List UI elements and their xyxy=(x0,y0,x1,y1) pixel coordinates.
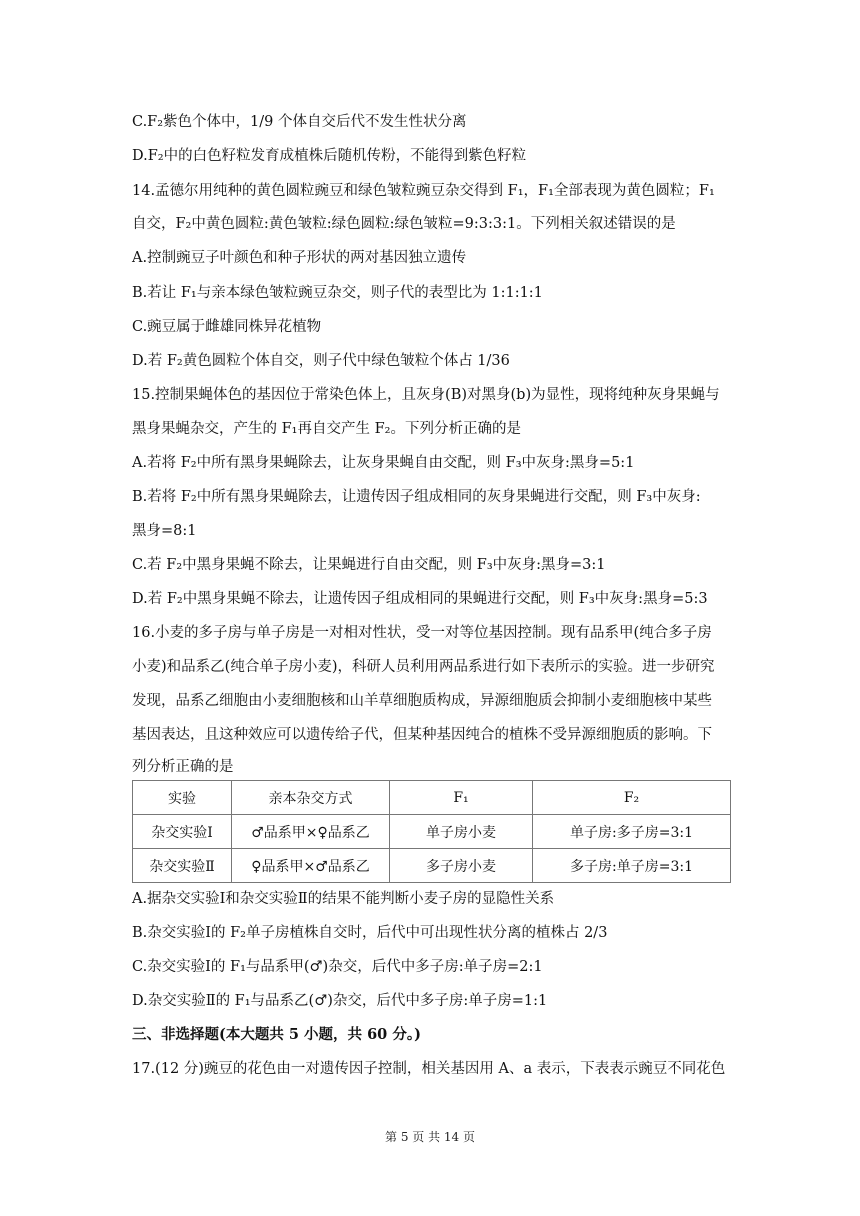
page-footer: 第 5 页 共 14 页 xyxy=(385,1130,475,1144)
table-cell: 杂交实验Ⅰ xyxy=(133,815,232,849)
q16-stem-line-4: 基因表达，且这种效应可以遗传给子代，但某种基因纯合的植株不受异源细胞质的影响。下 xyxy=(132,727,712,743)
table-cell: 单子房:多子房=3:1 xyxy=(533,815,731,849)
table-header-cell: 实验 xyxy=(133,781,232,815)
table-header-cell: F₁ xyxy=(390,781,533,815)
table-cell: ♂品系甲×♀品系乙 xyxy=(232,815,390,849)
q16-option-a: A.据杂交实验Ⅰ和杂交实验Ⅱ的结果不能判断小麦子房的显隐性关系 xyxy=(132,891,555,907)
q15-stem-line-1: 15.控制果蝇体色的基因位于常染色体上，且灰身(B)对黑身(b)为显性，现将纯种灰身果蝇与 xyxy=(132,387,720,403)
q14-option-d: D.若 F₂黄色圆粒个体自交，则子代中绿色皱粒个体占 1/36 xyxy=(132,353,510,369)
table-cell: ♀品系甲×♂品系乙 xyxy=(232,849,390,883)
q16-stem-line-2: 小麦)和品系乙(纯合单子房小麦)，科研人员利用两品系进行如下表所示的实验。进一步研究 xyxy=(132,659,715,675)
q16-stem-line-1: 16.小麦的多子房与单子房是一对相对性状，受一对等位基因控制。现有品系甲(纯合多子房 xyxy=(132,625,712,641)
experiment-table xyxy=(132,780,731,883)
q13-option-c: C.F₂紫色个体中，1/9 个体自交后代不发生性状分离 xyxy=(132,114,467,130)
q17-stem-line-1: 17.(12 分)豌豆的花色由一对遗传因子控制，相关基因用 A、a 表示，下表表示豌豆不同花色 xyxy=(132,1061,726,1077)
table-cell: 多子房:单子房=3:1 xyxy=(533,849,731,883)
q15-stem-line-2: 黑身果蝇杂交，产生的 F₁再自交产生 F₂。下列分析正确的是 xyxy=(132,421,521,437)
q16-option-d: D.杂交实验Ⅱ的 F₁与品系乙(♂)杂交，后代中多子房:单子房=1:1 xyxy=(132,993,548,1009)
table-header-row xyxy=(133,781,731,815)
table-row xyxy=(133,849,731,883)
section-heading: 三、非选择题(本大题共 5 小题，共 60 分。) xyxy=(132,1026,421,1043)
q15-option-c: C.若 F₂中黑身果蝇不除去，让果蝇进行自由交配，则 F₃中灰身:黑身=3:1 xyxy=(132,557,606,573)
q15-option-a: A.若将 F₂中所有黑身果蝇除去，让灰身果蝇自由交配，则 F₃中灰身:黑身=5:1 xyxy=(132,455,635,471)
table-header-cell: 亲本杂交方式 xyxy=(232,781,390,815)
q15-option-b-line-1: B.若将 F₂中所有黑身果蝇除去，让遗传因子组成相同的灰身果蝇进行交配，则 F₃中灰身: xyxy=(132,489,701,505)
q14-option-c: C.豌豆属于雌雄同株异花植物 xyxy=(132,319,322,335)
q16-option-c: C.杂交实验Ⅰ的 F₁与品系甲(♂)杂交，后代中多子房:单子房=2:1 xyxy=(132,959,543,975)
q15-option-b-line-2: 黑身=8:1 xyxy=(132,523,197,539)
q16-stem-line-5: 列分析正确的是 xyxy=(132,759,234,775)
table-row xyxy=(133,815,731,849)
table-cell: 杂交实验Ⅱ xyxy=(133,849,232,883)
q13-option-d: D.F₂中的白色籽粒发育成植株后随机传粉，不能得到紫色籽粒 xyxy=(132,148,527,164)
q16-option-b: B.杂交实验Ⅰ的 F₂单子房植株自交时，后代中可出现性状分离的植株占 2/3 xyxy=(132,925,608,941)
table-cell: 单子房小麦 xyxy=(390,815,533,849)
q14-option-b: B.若让 F₁与亲本绿色皱粒豌豆杂交，则子代的表型比为 1:1:1:1 xyxy=(132,285,543,301)
table-cell: 多子房小麦 xyxy=(390,849,533,883)
q14-stem-line-2: 自交，F₂中黄色圆粒:黄色皱粒:绿色圆粒:绿色皱粒=9:3:3:1。下列相关叙述错误的是 xyxy=(132,216,676,232)
q15-option-d: D.若 F₂中黑身果蝇不除去，让遗传因子组成相同的果蝇进行交配，则 F₃中灰身:黑身=5:3 xyxy=(132,591,708,607)
q16-stem-line-3: 发现，品系乙细胞由小麦细胞核和山羊草细胞质构成，异源细胞质会抑制小麦细胞核中某些 xyxy=(132,693,712,709)
q14-option-a: A.控制豌豆子叶颜色和种子形状的两对基因独立遗传 xyxy=(132,250,467,266)
table-header-cell: F₂ xyxy=(533,781,731,815)
q14-stem-line-1: 14.孟德尔用纯种的黄色圆粒豌豆和绿色皱粒豌豆杂交得到 F₁，F₁全部表现为黄色圆粒；F₁ xyxy=(132,183,715,199)
